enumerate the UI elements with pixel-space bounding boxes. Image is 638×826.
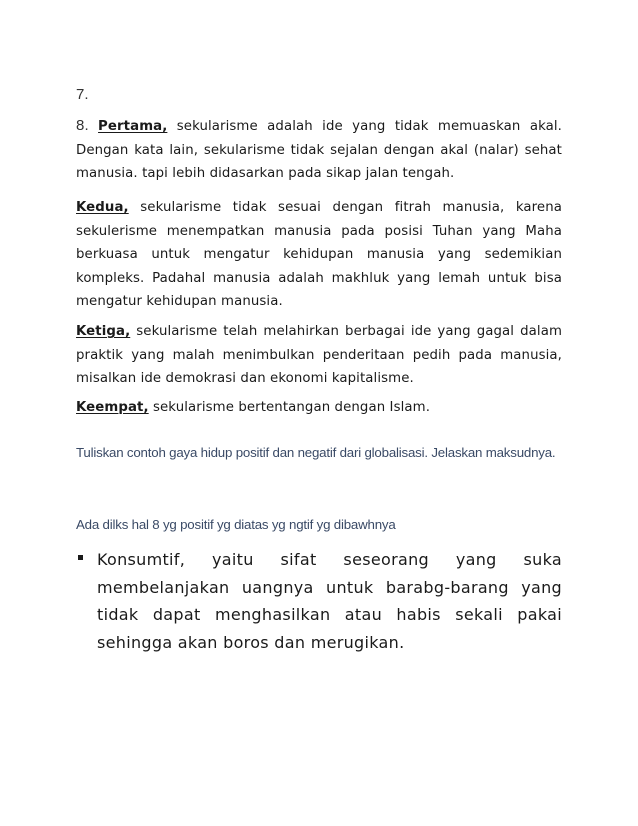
paragraph-lead: Ketiga,: [76, 324, 131, 339]
paragraph-text: sekularisme telah melahirkan berbagai ide yang gagal dalam praktik yang malah menimbulkan penderitaan pedih pada manusia, misalkan ide demokrasi dan ekonomi kapitalisme.: [76, 324, 562, 386]
paragraph-lead: Keempat,: [76, 400, 149, 415]
paragraph-lead: Pertama,: [98, 119, 168, 134]
note-text: Ada dilks hal 8 yg positif yg diatas yg ngtif yg dibawhnya: [76, 517, 396, 532]
bullet-square-icon: [78, 555, 83, 560]
paragraph-lead: Kedua,: [76, 200, 129, 215]
paragraph-text: sekularisme adalah ide yang tidak memuaskan akal. Dengan kata lain, sekularisme tidak sejalan dengan akal (nalar) sehat manusia. tapi lebih didasarkan pada sikap jalan tengah.: [76, 119, 562, 181]
paragraph-number: 8.: [76, 117, 99, 134]
question-text: Tuliskan contoh gaya hidup positif dan negatif dari globalisasi. Jelaskan maksudnya.: [76, 445, 556, 460]
paragraph-kedua: [76, 196, 562, 314]
paragraph-text: sekularisme tidak sesuai dengan fitrah manusia, karena sekulerisme menempatkan manusia pada posisi Tuhan yang Maha berkuasa untuk mengatur kehidupan manusia yang sedemikian kompleks. Padahal manusia adalah makhluk yang lemah untuk bisa mengatur kehidupan manusia.: [76, 200, 562, 309]
item-number: 7.: [76, 86, 89, 103]
paragraph-pertama: [76, 114, 562, 186]
paragraph-text: sekularisme bertentangan dengan Islam.: [148, 400, 431, 415]
paragraph-keempat: [76, 396, 562, 420]
bullet-text: Konsumtif, yaitu sifat seseorang yang suka membelanjakan uangnya untuk barabg-barang yang tidak dapat menghasilkan atau habis sekali pakai sehingga akan boros dan merugikan.: [97, 550, 562, 652]
paragraph-ketiga: [76, 320, 562, 391]
